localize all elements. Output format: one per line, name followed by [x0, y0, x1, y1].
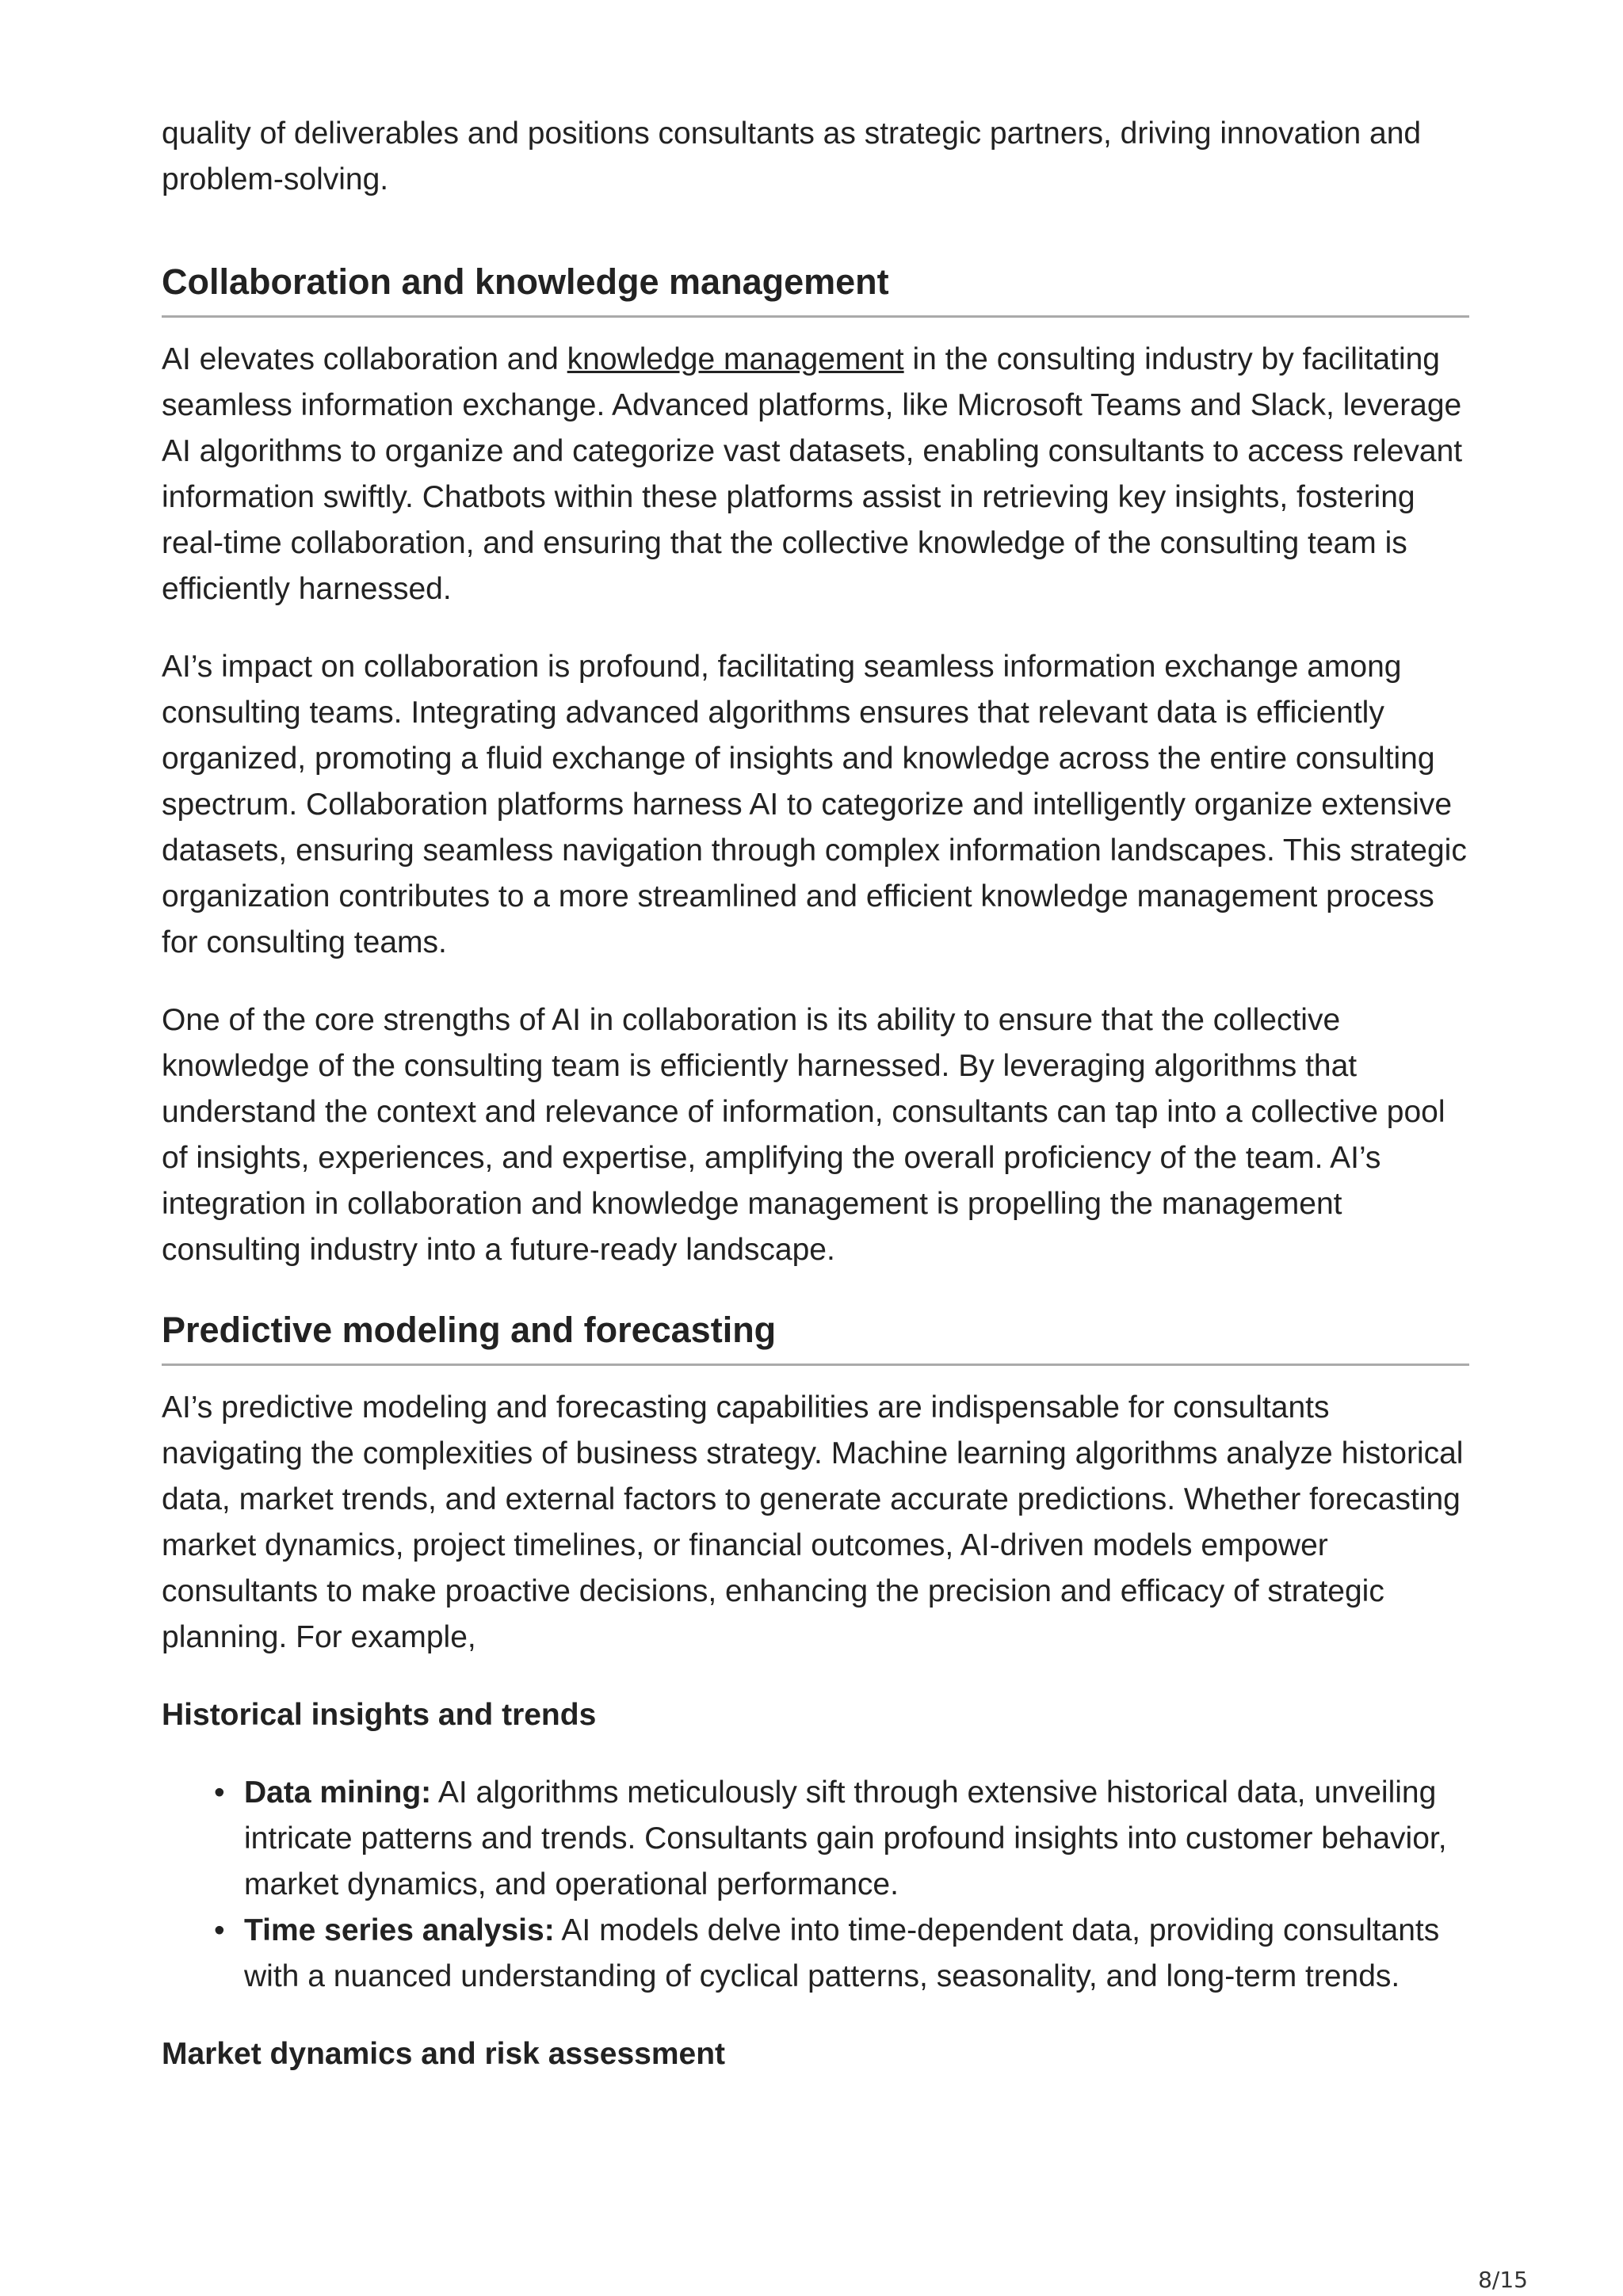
- list-item: [214, 1908, 1469, 2000]
- subheading-historical: Historical insights and trends: [162, 1698, 597, 1732]
- collab-p1-before: AI elevates collaboration and: [162, 342, 567, 376]
- collab-paragraph-2: AI’s impact on collaboration is profound, facilitating seamless information exchange among consulting teams. Integrating advanced algorithms ensures that relevant data is efficiently organized, promoting a fluid exchange of insights and knowledge across the entire consulting spectrum. Collaboration platforms harness AI to categorize and intelligently organize extensive datasets, ensuring seamless navigation through complex information landscapes. This strategic organization contributes to a more streamlined and efficient knowledge management process for consulting teams.: [162, 650, 1467, 959]
- collab-paragraph-1: [162, 337, 1469, 612]
- historical-bullet-list: [162, 1770, 1469, 2000]
- list-item-term: Data mining:: [244, 1775, 432, 1810]
- subheading-market: Market dynamics and risk assessment: [162, 2037, 726, 2071]
- intro-paragraph: quality of deliverables and positions consultants as strategic partners, driving innovation and problem-solving.: [162, 116, 1422, 196]
- document-page: [162, 111, 1469, 2109]
- heading-predictive: Predictive modeling and forecasting: [162, 1305, 1469, 1366]
- bullet-dot-icon: •: [214, 1913, 225, 1947]
- collab-paragraph-3: One of the core strengths of AI in collaboration is its ability to ensure that the collective knowledge of the consulting team is efficiently harnessed. By leveraging algorithms that understand the context and relevance of information, consultants can tap into a collective pool of insights, experiences, and expertise, amplifying the overall proficiency of the team. AI’s integration in collaboration and knowledge management is propelling the management consulting industry into a future-ready landscape.: [162, 1003, 1445, 1267]
- collab-p1-after: in the consulting industry by facilitating seamless information exchange. Advanced platforms, like Microsoft Teams and Slack, leverage AI algorithms to organize and categorize vast datasets, enabling consultants to access relevant information swiftly. Chatbots within these platforms assist in retrieving key insights, fostering real-time collaboration, and ensuring that the collective knowledge of the consulting team is efficiently harnessed.: [162, 342, 1463, 606]
- list-item-text: AI models delve into time-dependent data, providing consultants with a nuanced understanding of cyclical patterns, seasonality, and long-term trends.: [244, 1913, 1440, 1993]
- heading-collaboration: Collaboration and knowledge management: [162, 257, 1469, 318]
- list-item: [214, 1770, 1469, 1908]
- knowledge-management-link[interactable]: knowledge management: [567, 342, 904, 376]
- bullet-dot-icon: •: [214, 1775, 225, 1810]
- page-number: 8/15: [1478, 2267, 1528, 2293]
- list-item-term: Time series analysis:: [244, 1913, 555, 1947]
- predictive-paragraph-1: AI’s predictive modeling and forecasting capabilities are indispensable for consultants navigating the complexities of business strategy. Machine learning algorithms analyze historical data, market trends, and external factors to generate accurate predictions. Whether forecasting market dynamics, project timelines, or financial outcomes, AI-driven models empower consultants to make proactive decisions, enhancing the precision and efficacy of strategic planning. For example,: [162, 1390, 1464, 1654]
- list-item-text: AI algorithms meticulously sift through extensive historical data, unveiling intricate patterns and trends. Consultants gain profound insights into customer behavior, market dynamics, and operational performance.: [244, 1775, 1447, 1901]
